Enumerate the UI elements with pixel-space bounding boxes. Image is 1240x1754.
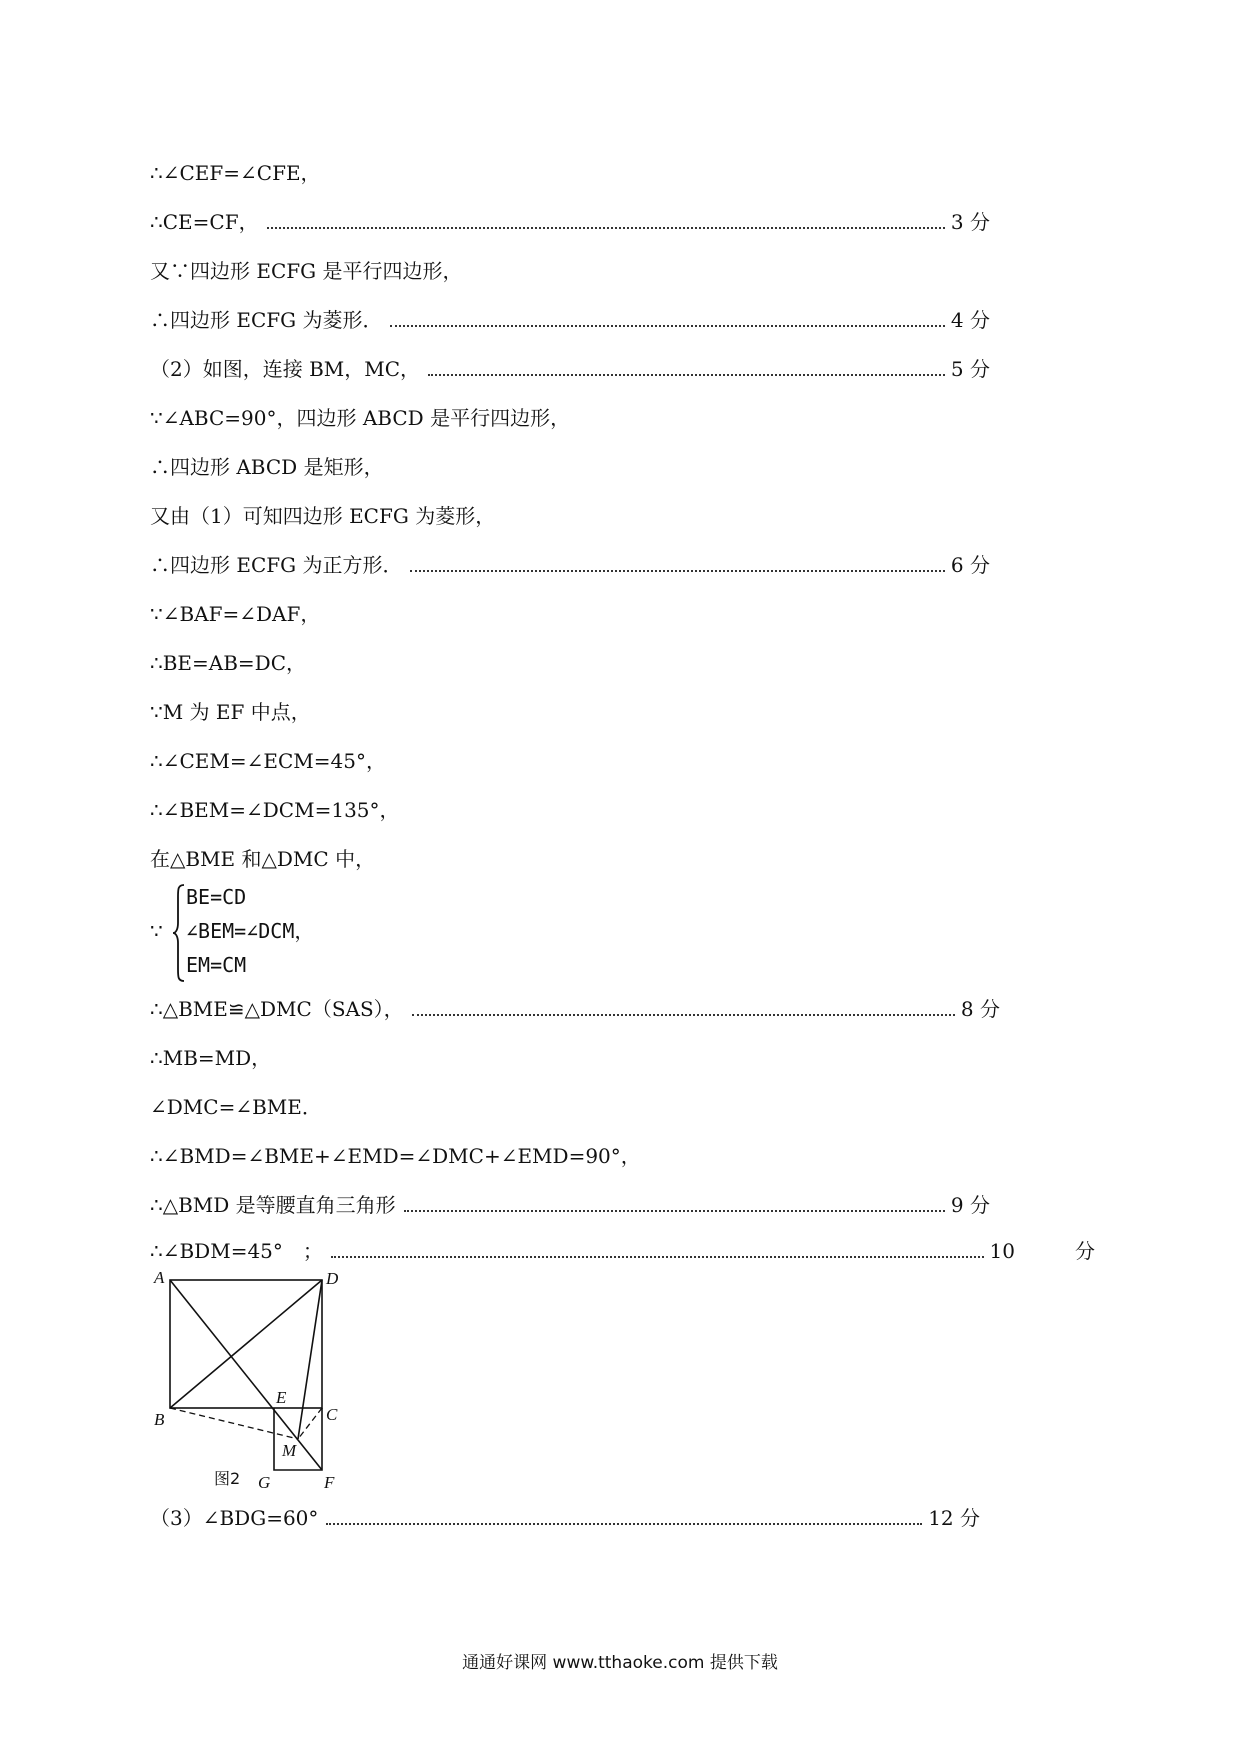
- figure-caption: 图2: [214, 1469, 241, 1488]
- dot-leader: [428, 374, 945, 376]
- dot-leader: [410, 570, 944, 572]
- proof-line-20: ∴△BMD 是等腰直角三角形 9 分: [150, 1193, 990, 1217]
- proof-line-3: 又∵四边形 ECFG 是平行四边形，: [150, 259, 463, 283]
- proof-line-14: ∴∠BEM=∠DCM=135°，: [150, 798, 400, 822]
- dot-leader: [267, 227, 945, 229]
- proof-line-16: ∴△BME≌△DMC（SAS）， 8 分: [150, 997, 1000, 1021]
- proof-line-2: ∴CE=CF， 3 分: [150, 210, 990, 234]
- proof-line-7: ∴四边形 ABCD 是矩形，: [150, 455, 384, 479]
- proof-line-15: 在△BME 和△DMC 中，: [150, 847, 376, 871]
- condition-brace-block: [150, 883, 410, 983]
- proof-line-13: ∴∠CEM=∠ECM=45°，: [150, 749, 386, 773]
- segment-bd: [170, 1280, 322, 1408]
- label-m: M: [282, 1441, 297, 1460]
- proof-line-1: ∴∠CEF=∠CFE，: [150, 161, 321, 185]
- geometry-figure: [150, 1270, 380, 1510]
- proof-line-6: ∵∠ABC=90°，四边形 ABCD 是平行四边形，: [150, 406, 571, 430]
- brace-row-3: EM=CM: [186, 953, 247, 977]
- label-f: F: [324, 1473, 335, 1492]
- proof-line-10: ∵∠BAF=∠DAF，: [150, 602, 321, 626]
- part-3-line: （3）∠BDG=60° 12 分: [150, 1506, 980, 1530]
- proof-line-8: 又由（1）可知四边形 ECFG 为菱形，: [150, 504, 496, 528]
- label-b: B: [154, 1410, 165, 1429]
- segment-bm-dashed: [170, 1408, 298, 1439]
- dot-leader: [331, 1256, 984, 1258]
- page-footer: 通通好课网 www.tthaoke.com 提供下载: [462, 1653, 778, 1673]
- score-label: 5 分: [950, 357, 990, 381]
- segment-dm: [298, 1280, 322, 1439]
- proof-line-17: ∴MB=MD，: [150, 1046, 272, 1070]
- dot-leader: [404, 1210, 945, 1212]
- score-label: 4 分: [950, 308, 990, 332]
- score-label: 3 分: [950, 210, 990, 234]
- label-g: G: [258, 1473, 271, 1492]
- brace-row-1: BE=CD: [186, 885, 247, 909]
- proof-line-5: （2）如图，连接 BM，MC， 5 分: [150, 357, 990, 381]
- segment-af: [170, 1280, 322, 1470]
- label-a: A: [154, 1270, 165, 1287]
- proof-line-12: ∵M 为 EF 中点，: [150, 700, 311, 724]
- because-symbol: ∵: [150, 919, 163, 943]
- score-label: 6 分: [950, 553, 990, 577]
- score-label: 10 分: [989, 1239, 1095, 1263]
- proof-line-18: ∠DMC=∠BME．: [150, 1095, 322, 1119]
- score-label: 9 分: [950, 1193, 990, 1217]
- proof-line-21: ∴∠BDM=45° ； 10 分: [150, 1239, 1095, 1263]
- proof-line-4: ∴四边形 ECFG 为菱形． 4 分: [150, 308, 990, 332]
- proof-line-9: ∴四边形 ECFG 为正方形． 6 分: [150, 553, 990, 577]
- dot-leader: [390, 325, 944, 327]
- dot-leader: [412, 1014, 955, 1016]
- proof-line-19: ∴∠BMD=∠BME+∠EMD=∠DMC+∠EMD=90°，: [150, 1144, 641, 1168]
- brace-row-2: ∠BEM=∠DCM，: [186, 919, 315, 943]
- proof-line-11: ∴BE=AB=DC，: [150, 651, 307, 675]
- label-d: D: [326, 1270, 339, 1288]
- score-label: 8 分: [960, 997, 1000, 1021]
- label-c: C: [326, 1405, 338, 1424]
- score-label: 12 分: [928, 1506, 980, 1530]
- label-e: E: [276, 1388, 287, 1407]
- dot-leader: [326, 1523, 922, 1525]
- left-brace-icon: [172, 883, 186, 983]
- figure-2-diagram: [150, 1270, 380, 1510]
